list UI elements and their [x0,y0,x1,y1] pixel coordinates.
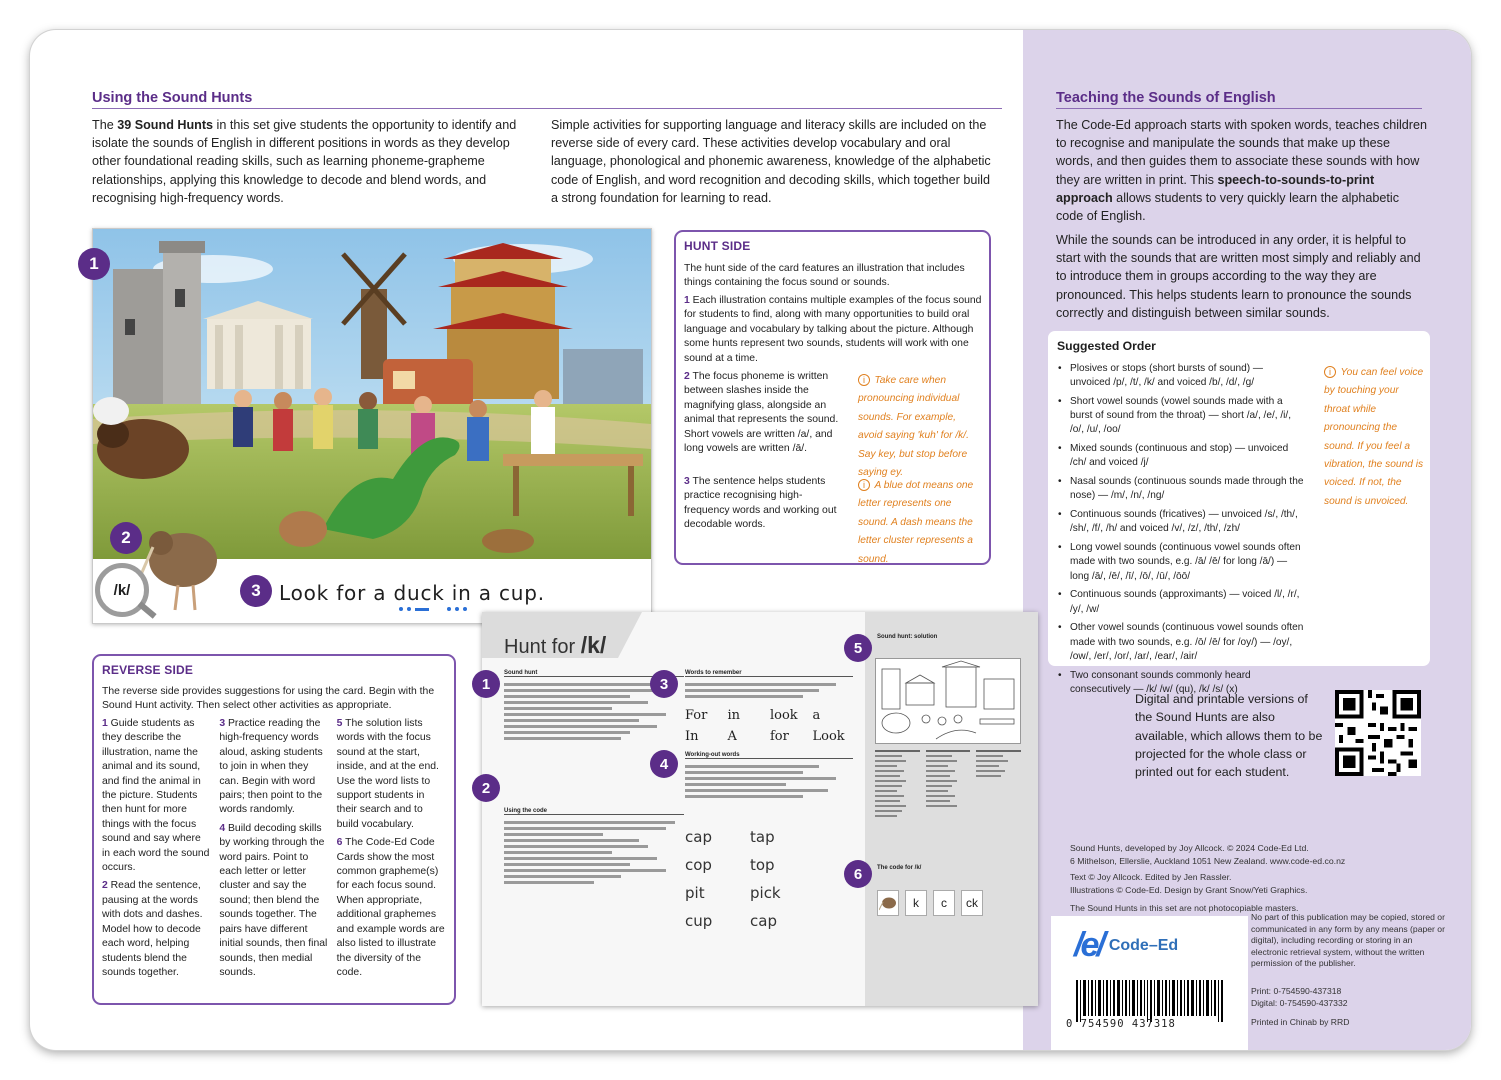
barcode-number: 0 754590 437318 [1066,1018,1176,1030]
ws-pair-word: cap [750,912,777,930]
intro-text-pre: The [92,118,118,132]
reverse-side-box [92,654,456,1005]
reverse-item-1 [102,717,211,875]
reverse-column-1 [102,717,211,980]
print-isbn: Print: 0-754590-437318 [1251,986,1342,996]
hunt-side-number-2: 2 [684,371,690,382]
code-ed-logo [1074,926,1178,965]
worksheet-badge-2: 2 [472,774,500,802]
reverse-item-number: 5 [336,718,343,729]
reverse-item-6 [337,836,446,980]
reverse-item-text: Practice reading the high-frequency words aloud, asking students to join in when they can. Begin with word pairs; then point to the words randomly. [219,718,323,816]
credits-line: Illustrations © Code-Ed. Design by Grant Snow/Yeti Graphics. [1070,884,1308,895]
reverse-item-3 [219,717,328,818]
order-item: • Continuous sounds (approximants) — voiced /l/, /r/, /y/, /w/ [1058,588,1304,616]
ws-code-tile: ck [961,890,983,916]
reverse-column-2 [219,717,328,980]
ws-pair-word: pit [685,884,705,902]
reverse-side-title: REVERSE SIDE [102,663,194,677]
hunt-side-point-2 [684,370,844,456]
intro-paragraph-1 [92,116,522,207]
ws-hf-word: A [727,729,737,744]
order-item: • Two consonant sounds commonly heard consecutively — /k/ /w/ (qu), /k/ /s/ (x) [1058,669,1304,697]
ws-code-tile: k [905,890,927,916]
copyright-notice: No part of this publication may be copied, stored or communicated in any form by any means (paper or digital), including recording or storing in an electronic retrieval system, without the written permission of the publisher. [1251,912,1445,969]
isbn-block [1251,986,1449,1029]
worksheet-preview [482,612,1038,1006]
order-item: • Plosives or stops (short bursts of sound) — unvoiced /p/, /t/, /k/ and voiced /b/, /d/, /g/ [1058,362,1304,390]
reverse-item-number: 4 [219,822,226,834]
hunt-side-tip-2 [858,475,982,567]
reverse-item-4 [219,822,328,980]
reverse-item-2 [102,879,211,980]
teaching-text-post: allows students to very quickly learn the alphabetic code of English. [1056,190,1399,224]
focus-phoneme: /k/ [113,581,131,599]
ws-hf-word: a [812,708,821,723]
ws-hf-word: for [770,729,789,744]
credits-line: Text © Joy Allcock. Edited by Jen Rassler. [1070,872,1232,883]
order-item: • Continuous sounds (fricatives) — unvoiced /s/, /th/, /sh/, /f/, /h/ and voiced /v/, /z/, /th/, /zh/ [1058,508,1304,536]
ws-word-pairs [685,828,815,930]
ws-pair-word: tap [750,828,775,846]
reverse-item-text: The Code-Ed Code Cards show the most common grapheme(s) for each focus sound. When appropriate, additional graphemes and example words are also listed to illustrate the diversity of the code. [336,837,445,978]
reverse-item-text: Read the sentence, pausing at the words with dots and dashes. Model how to decode each word, helping students blend the sounds together. [102,880,203,978]
ws-lines-2 [504,818,684,887]
info-icon: i [858,479,870,491]
reverse-item-number: 3 [219,718,226,729]
worksheet-badge-5: 5 [844,634,872,662]
worksheet-badge-3: 3 [650,670,678,698]
reverse-item-text: Guide students as they describe the illustration, name the animal and its sound, and find the animal in the picture. Students then hunt for more things with the focus sound and say where in each word the sound occurs. [102,718,210,874]
digital-versions-text: Digital and printable versions of the Sound Hunts are also available, which allows them to be projected for the whole class or printed out for each student. [1135,692,1323,780]
callout-badge-2: 2 [110,522,142,554]
worksheet-title-prefix: Hunt for [504,636,581,658]
code-ed-logo-mark: /e/ [1074,926,1103,964]
hunt-side-text-2: The focus phoneme is written between slashes inside the magnifying glass, alongside an animal that represents the sound. Short vowels are written /a/, and long vowels are written /ā/. [684,371,839,455]
ws-sec-2: Using the code [504,808,684,815]
voice-tip-text: You can feel voice by touching your throat while pronouncing the sound. If you feel a vibration, the sound is voiced. If not, the sound is unvoiced. [1324,367,1424,507]
intro-text-post: in this set give students the opportunity to identify and isolate the sounds of English in different positions in words as they develop other foundational reading skills, such as learning phoneme-grapheme relationships, applying this knowledge to decode and blend words, and recognising high-frequency words. [92,118,517,205]
reverse-item-number: 6 [336,837,343,849]
credits-line: 6 Mithelson, Ellerslie, Auckland 1051 New Zealand. www.code-ed.co.nz [1070,855,1346,866]
hunt-side-box [674,230,991,565]
hunt-side-tip-1 [858,370,982,480]
hunt-side-number-1: 1 [684,295,690,306]
ws-pair-word: cup [685,912,713,930]
order-item: • Mixed sounds (continuous and stop) — unvoiced /ch/ and voiced /j/ [1058,442,1304,470]
worksheet-badge-4: 4 [650,750,678,778]
reverse-item-5 [337,717,446,832]
card-sentence: Look for a duck in a cup. [279,581,545,605]
suggested-order-box [1048,331,1430,695]
digital-isbn: Digital: 0-754590-437332 [1251,997,1348,1008]
teaching-heading: Teaching the Sounds of English [1056,90,1422,109]
hunt-side-text-1: Each illustration contains multiple examples of the focus sound for students to find, along with many opportunities to build oral language and vocabulary by talking about the picture. Although some hunts represent two sounds, students will work with one sound at a time. [684,295,982,364]
callout-badge-3: 3 [240,575,272,607]
ws-pair-word: top [750,856,775,874]
teaching-text-bold: speech-to-sounds-to-print approach [1056,172,1375,205]
order-item: • Nasal sounds (continuous sounds made through the nose) — /m/, /n/, /ng/ [1058,475,1304,503]
teaching-paragraph-1 [1056,116,1428,225]
ws-code-tiles [877,890,983,916]
info-icon: i [1324,366,1336,378]
reverse-column-3 [337,717,446,980]
ws-pair-word: cop [685,856,712,874]
ws-pair-word: cap [685,828,712,846]
ws-solution-lists [875,748,1021,820]
reverse-item-number: 2 [102,880,108,892]
voice-tip [1324,362,1424,509]
teaching-paragraph-2: While the sounds can be introduced in any order, it is helpful to start with the sounds that are written most simply and reliably and to introduce them in groups according to the way they are pronounced. This helps students learn to pronounce the sounds correctly and distinguish between similar sounds. [1056,233,1421,320]
ws-pair-word: pick [750,884,781,902]
ws-sec-1: Sound hunt [504,670,684,677]
ws-hf-word: look [770,708,798,723]
reverse-side-intro: The reverse side provides suggestions for using the card. Begin with the Sound Hunt activity. Then select other activities as appropriate. [102,686,435,712]
barcode-icon [1076,980,1226,1022]
intro-text-bold: 39 Sound Hunts [117,118,214,132]
ws-sec-3: Words to remember [685,670,853,677]
code-ed-logo-text: Code–Ed [1108,936,1179,954]
hunt-side-point-3 [684,475,844,533]
callout-badge-1: 1 [78,248,110,280]
order-item: • Short vowel sounds (vowel sounds made with a burst of sound from the throat) — short /a/, /e/, /i/, /o/, /u/, /oo/ [1058,395,1304,438]
ws-hf-word: In [685,729,699,744]
reverse-item-text: The solution lists words with the focus sound at the start, inside, and at the end. Use the word lists to support students in their search and to build vocabulary. [336,718,439,830]
reverse-side-columns [102,717,446,980]
ws-lines-3 [685,680,853,701]
qr-code-icon [1335,688,1421,778]
hunt-side-intro: The hunt side of the card features an illustration that includes things containing the focus sound or sounds. [684,263,965,289]
info-icon: i [858,374,870,386]
ws-sec-6: The code for /k/ [877,865,922,871]
ws-lines-4 [685,762,853,801]
ws-hf-word: Look [812,729,845,744]
printed-in: Printed in Chinab by RRD [1251,1017,1350,1028]
hunt-side-text-3: The sentence helps students practice recognising high-frequency words and working out decodable words. [684,476,837,531]
suggested-order-list [1058,362,1304,702]
ws-hf-word: in [727,708,741,723]
credits-line: The Sound Hunts in this set are not photocopiable masters. [1070,903,1299,914]
credits-line: Sound Hunts, developed by Joy Allcock. © 2024 Code-Ed Ltd. [1070,843,1309,853]
worksheet-badge-6: 6 [844,860,872,888]
back-cover-sheet [30,30,1471,1050]
order-item: • Other vowel sounds (continuous vowel sounds often made with two sounds, e.g. /ō/ /ē/ for /oy/) — /oy/, /ow/, /er/, /or/, /ar/, /ear/, /air/ [1058,621,1304,664]
kiwi-icon [877,890,899,916]
worksheet-badge-1: 1 [472,670,500,698]
ws-sec-5: Sound hunt: solution [877,634,938,640]
hunt-side-point-1 [684,294,982,366]
ws-hf-words [685,708,855,744]
hunt-side-tip-text-1: Take care when pronouncing individual sounds. For example, avoid saying 'kuh' for /k/. Say key, but stop before saying ey. [858,375,969,479]
intro-heading: Using the Sound Hunts [92,90,1002,109]
ws-solution-sketch [875,658,1021,744]
intro-paragraph-2: Simple activities for supporting language and literacy skills are included on the reverse side of every card. These activities develop vocabulary and oral language, phonological and phonemic awareness, knowledge of the alphabetic code of English, and word recognition and decoding skills, which together build a strong foundation for learning to read. [551,118,991,205]
reverse-item-text: Build decoding skills by working through the word pairs. Point to each letter or letter cluster and say the sound; then blend the sounds together. The pairs have different initial sounds, then final sounds, then medial sounds. [219,822,328,978]
hunt-side-tip-text-2: A blue dot means one letter represents one sound. A dash means the letter cluster represents a sound. [858,480,974,565]
hunt-illustration [93,229,651,559]
ws-hf-word: For [685,708,708,723]
hunt-side-number-3: 3 [684,476,690,487]
ws-sketch-image [876,659,1020,743]
hunt-card [92,228,652,624]
decoding-dots [399,607,467,611]
credits-block [1070,842,1450,915]
teaching-text-pre: The Code-Ed approach starts with spoken words, teaches children to recognise and manipulate the sounds that make up these words, and then guides them to associate these sounds with how they are written in print. This [1056,118,1428,187]
suggested-order-title: Suggested Order [1057,339,1156,353]
ws-sec-4: Working-out words [685,752,853,759]
order-item: • Long vowel sounds (continuous vowel sounds often made with two sounds, e.g. /ā/ /ē/ for long /ā/) — long /ā/, /ē/, /ī/, /ō/, /ū/, /ōō/ [1058,541,1304,584]
worksheet-title [504,632,606,659]
worksheet-title-phoneme: /k/ [580,632,607,658]
hunt-side-title: HUNT SIDE [684,239,751,253]
reverse-item-number: 1 [102,718,108,729]
ws-code-tile: c [933,890,955,916]
